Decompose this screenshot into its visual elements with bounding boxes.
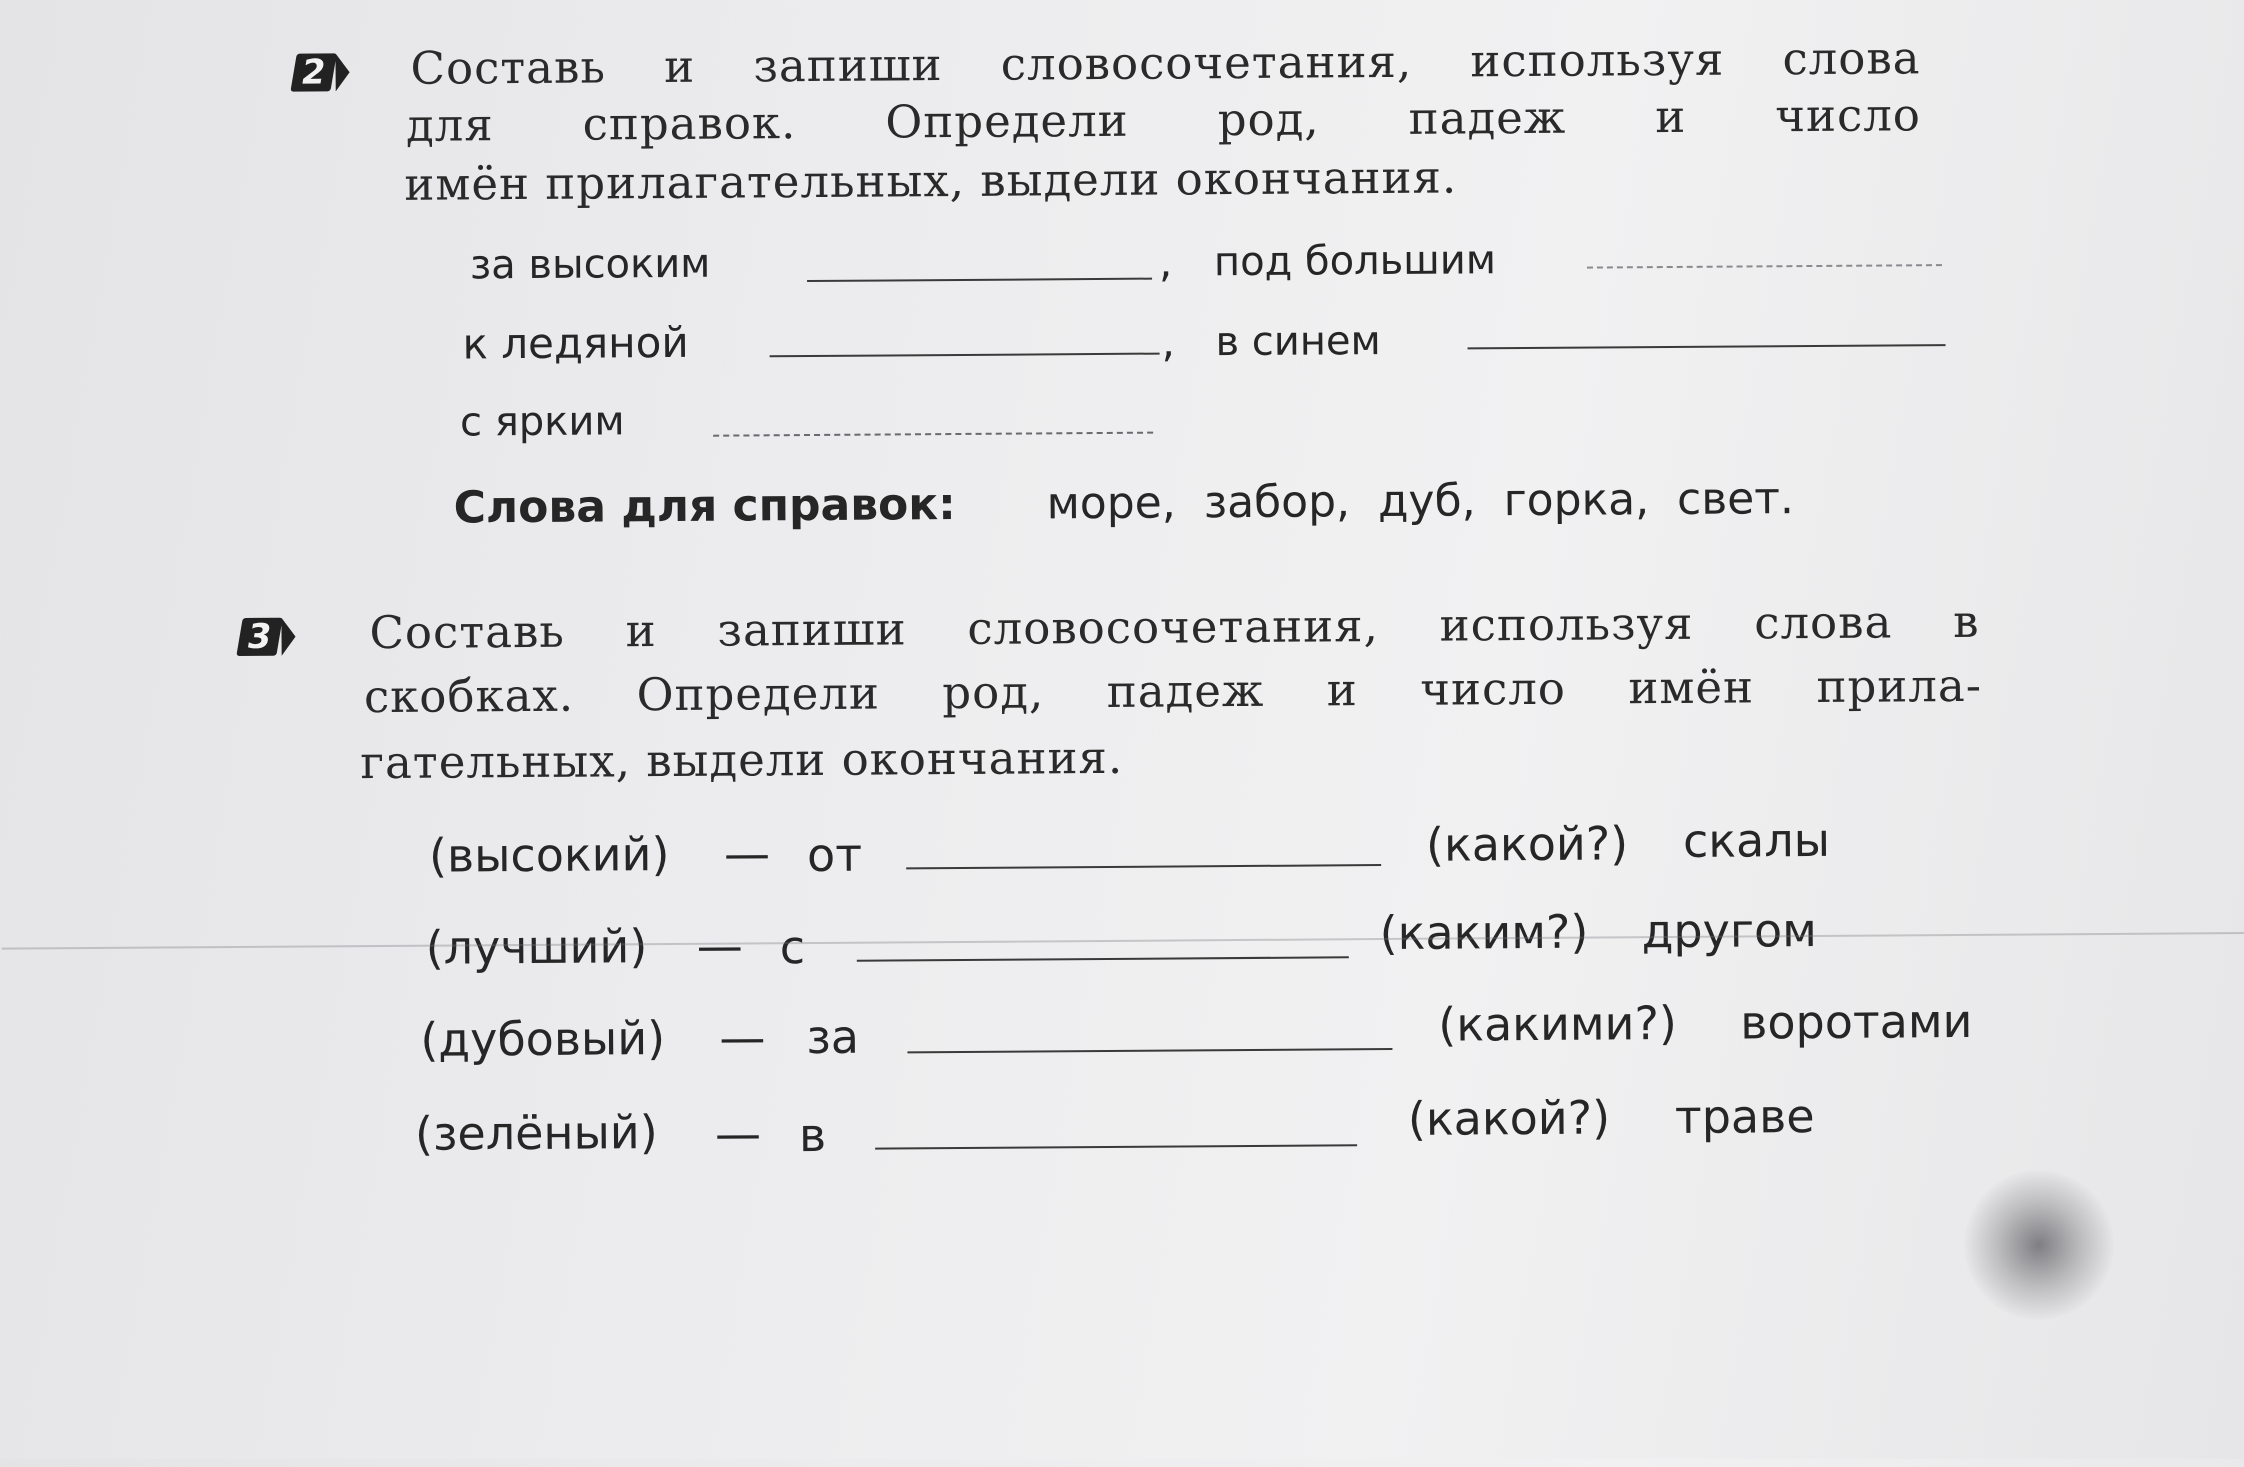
answer-blank[interactable] (1587, 264, 1942, 268)
phrase-pod-bolshim: под большим (1213, 237, 1497, 286)
dash: — (696, 918, 743, 973)
noun-skaly: скалы (1682, 812, 1831, 868)
preposition-s: с (779, 920, 806, 975)
noun-vorotami: воротами (1740, 993, 1973, 1050)
reference-label: Слова для справок: (453, 479, 956, 534)
preposition-za: за (806, 1009, 860, 1065)
arrow-icon (281, 618, 295, 656)
exercise-2-number: 2 (290, 53, 336, 91)
phrase-v-sinem: в синем (1215, 318, 1381, 366)
preposition-v: в (798, 1107, 827, 1163)
dash: — (723, 826, 771, 881)
exercise-2-number-badge (293, 53, 349, 91)
adjective-dubovyy: (дубовый) (420, 1011, 666, 1067)
question-kakoy: (какой?) (1425, 816, 1629, 872)
exercise-2-task-line-1: Составь и запиши словосочетания, используя слова (410, 31, 1921, 95)
answer-blank[interactable] (807, 278, 1152, 282)
arrow-icon (335, 53, 349, 91)
exercise-3-task-line-1: Составь и запиши словосочетания, используя слова в (369, 594, 1980, 660)
preposition-ot: от (806, 827, 863, 883)
answer-blank[interactable] (875, 1144, 1357, 1149)
question-kakoy: (какой?) (1407, 1090, 1611, 1146)
dash: — (719, 1010, 766, 1065)
answer-blank[interactable] (906, 864, 1381, 869)
phrase-s-yarkim: с ярким (459, 398, 625, 446)
noun-trave: траве (1674, 1089, 1815, 1144)
exercise-3-number: 3 (236, 618, 282, 656)
answer-blank[interactable] (713, 432, 1153, 437)
adjective-luchshiy: (лучший) (425, 919, 648, 975)
answer-blank[interactable] (770, 353, 1160, 358)
question-kakim: (каким?) (1379, 904, 1589, 961)
question-kakimi: (какими?) (1438, 995, 1678, 1052)
comma: , (1161, 317, 1176, 367)
shadow-spot (1964, 1170, 2114, 1320)
exercise-3-task-line-2: скобках. Определи род, падеж и число имён прила- (363, 658, 1983, 724)
adjective-zelenyy: (зелёный) (414, 1105, 658, 1161)
answer-blank[interactable] (857, 956, 1349, 961)
exercise-2-task-line-2: для справок. Определи род, падеж и число (405, 88, 1922, 152)
adjective-vysokiy: (высокий) (428, 827, 670, 883)
noun-drugom: другом (1641, 903, 1818, 959)
answer-blank[interactable] (1468, 344, 1946, 349)
phrase-k-ledyanoy: к ледяной (462, 317, 689, 369)
answer-blank[interactable] (907, 1048, 1392, 1053)
exercise-3-task-line-3: гательных, выдели окончания. (360, 730, 1124, 790)
exercise-2-task-line-3: имён прилагательных, выдели окончания. (404, 150, 1458, 211)
comma: , (1158, 237, 1173, 287)
reference-words: море, забор, дуб, горка, свет. (1046, 473, 1795, 530)
exercise-3-number-badge (239, 618, 295, 656)
page-fold-line (2, 932, 2244, 950)
dash: — (714, 1106, 762, 1161)
phrase-za-vysokim: за высоким (469, 240, 711, 289)
